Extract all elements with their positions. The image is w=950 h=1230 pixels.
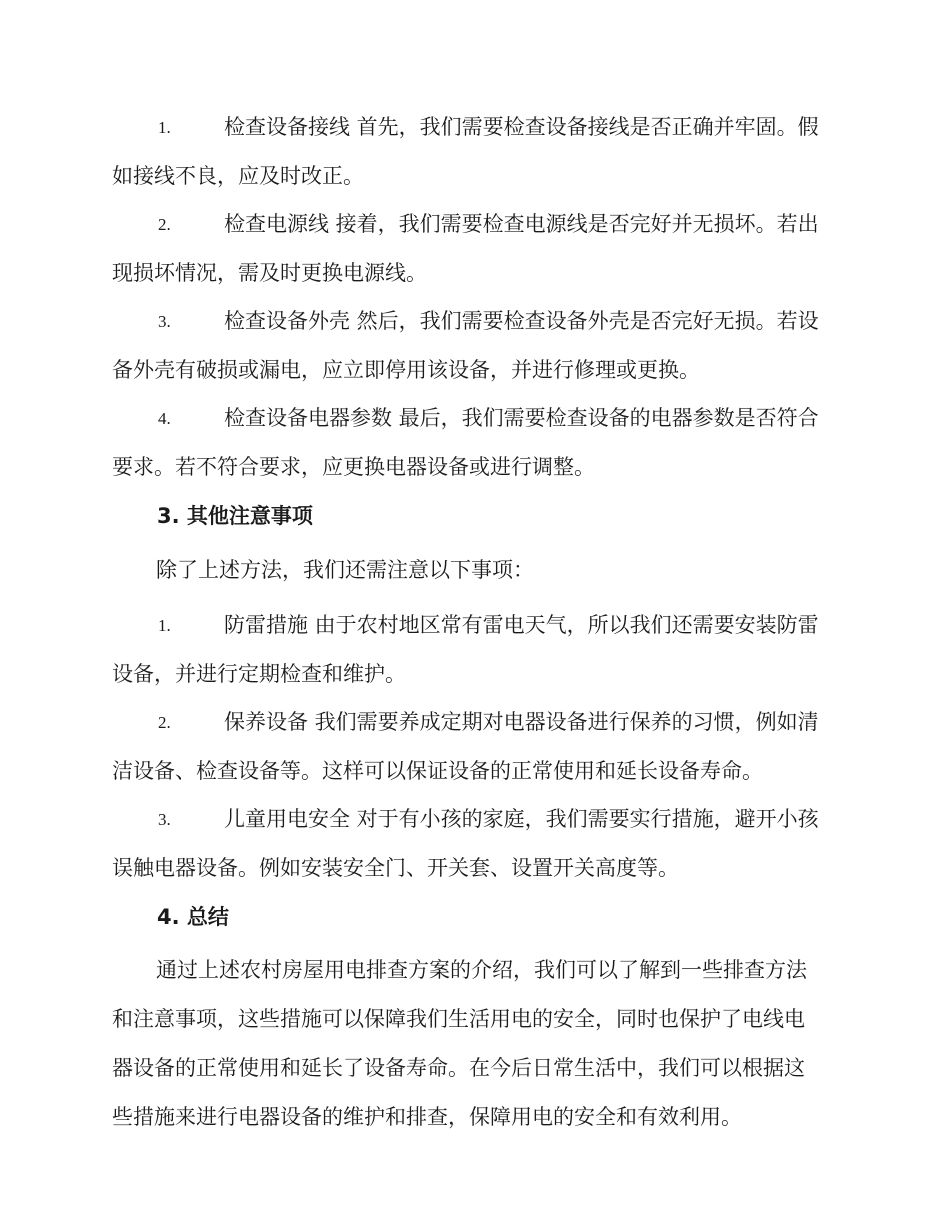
list-number: 4. <box>158 409 171 428</box>
list-text-continued: 设备，并进行定期检查和维护。 <box>112 662 406 686</box>
list-item <box>112 200 842 298</box>
list-number: 3. <box>158 810 171 829</box>
section-heading: 3. 其他注意事项 <box>157 504 313 528</box>
list-number: 1. <box>158 616 171 635</box>
list-item <box>112 795 842 893</box>
list-item <box>112 394 842 492</box>
summary-paragraph <box>112 946 842 1142</box>
section-heading: 4. 总结 <box>157 905 229 929</box>
list-text-continued: 如接线不良，应及时改正。 <box>112 164 364 188</box>
list-number: 3. <box>158 312 171 331</box>
list-number: 2. <box>158 713 171 732</box>
list-number: 2. <box>158 215 171 234</box>
list-item <box>112 601 842 699</box>
summary-line: 器设备的正常使用和延长了设备寿命。在今后日常生活中，我们可以根据这 <box>112 1056 805 1080</box>
summary-line: 和注意事项，这些措施可以保障我们生活用电的安全，同时也保护了电线电 <box>112 1007 805 1031</box>
list-item <box>112 103 842 201</box>
list-item <box>112 297 842 395</box>
summary-line: 些措施来进行电器设备的维护和排查，保障用电的安全和有效利用。 <box>112 1105 742 1129</box>
list-text: 检查设备外壳 然后，我们需要检查设备外壳是否完好无损。若设 <box>224 309 819 333</box>
intro-text: 除了上述方法，我们还需注意以下事项： <box>156 558 534 582</box>
section-intro <box>112 546 842 595</box>
list-text-continued: 备外壳有破损或漏电，应立即停用该设备，并进行修理或更换。 <box>112 358 700 382</box>
list-text: 检查电源线 接着，我们需要检查电源线是否完好并无损坏。若出 <box>224 212 819 236</box>
list-text: 儿童用电安全 对于有小孩的家庭，我们需要实行措施，避开小孩 <box>224 807 819 831</box>
list-text-continued: 误触电器设备。例如安装安全门、开关套、设置开关高度等。 <box>112 856 679 880</box>
list-text: 检查设备接线 首先，我们需要检查设备接线是否正确并牢固。假 <box>224 115 819 139</box>
list-text-continued: 现损坏情况，需及时更换电源线。 <box>112 261 427 285</box>
list-text: 保养设备 我们需要养成定期对电器设备进行保养的习惯，例如清 <box>224 710 819 734</box>
list-number: 1. <box>158 118 171 137</box>
list-text: 防雷措施 由于农村地区常有雷电天气，所以我们还需要安装防雷 <box>224 613 819 637</box>
list-text: 检查设备电器参数 最后，我们需要检查设备的电器参数是否符合 <box>224 406 819 430</box>
list-item <box>112 698 842 796</box>
list-text-continued: 洁设备、检查设备等。这样可以保证设备的正常使用和延长设备寿命。 <box>112 759 763 783</box>
list-text-continued: 要求。若不符合要求，应更换电器设备或进行调整。 <box>112 455 595 479</box>
summary-line: 通过上述农村房屋用电排查方案的介绍，我们可以了解到一些排查方法 <box>156 958 807 982</box>
